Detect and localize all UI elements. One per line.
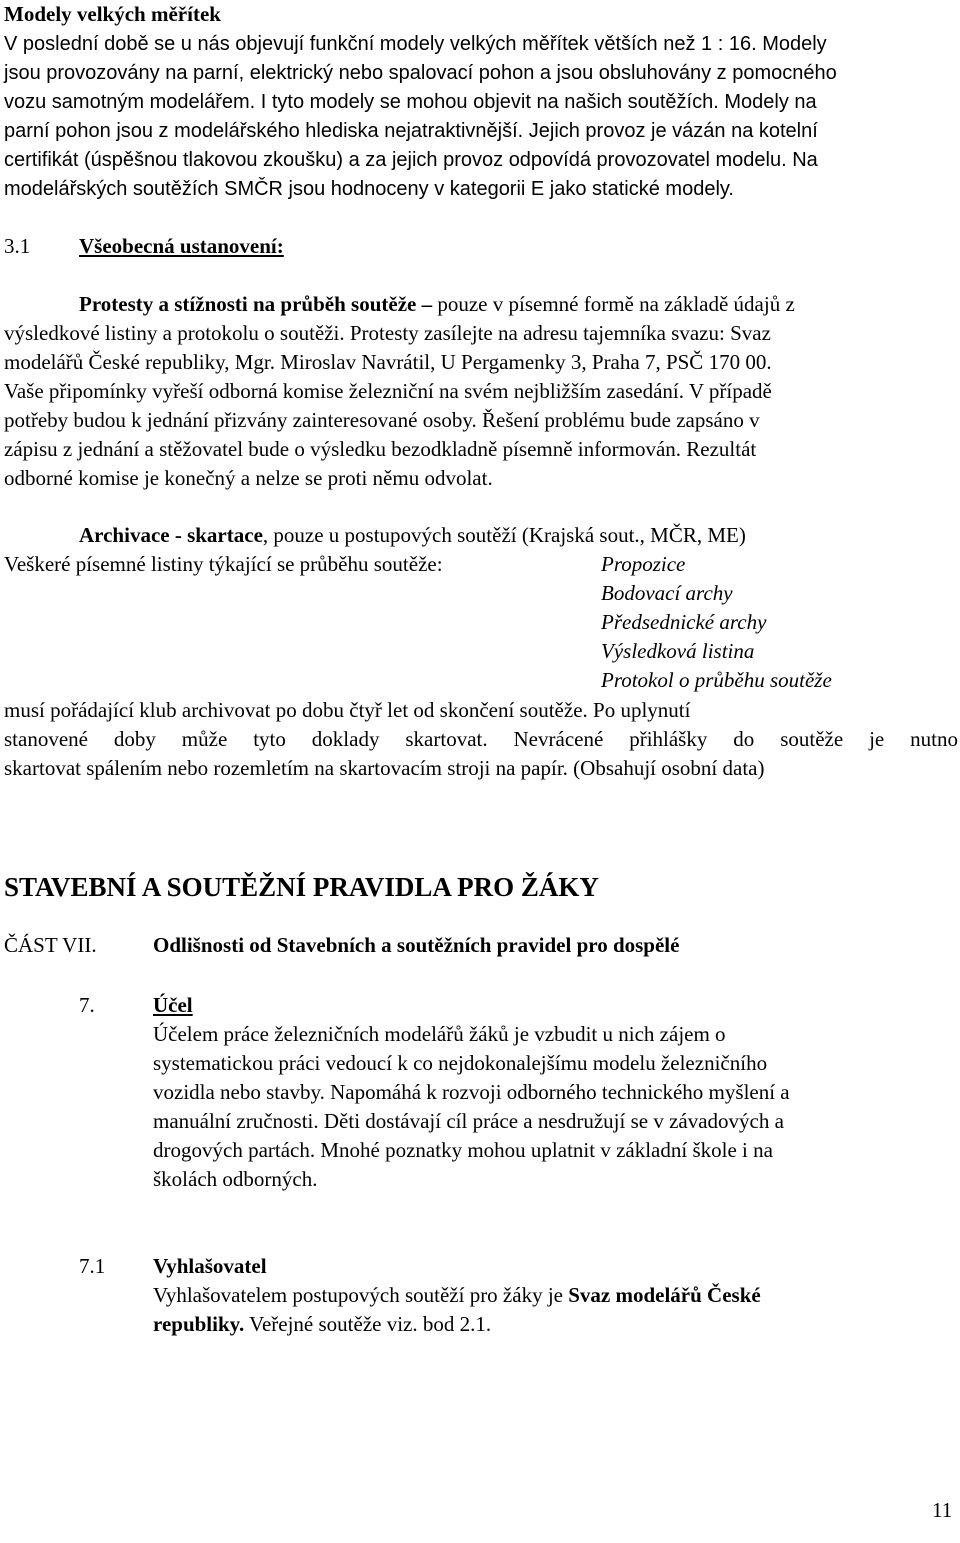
section-title: Všeobecná ustanovení:	[79, 234, 284, 258]
section-number: 7.1	[79, 1254, 106, 1278]
paragraph-line	[153, 1281, 761, 1310]
doc-item: Výsledková listina	[601, 639, 755, 663]
paragraph-line: musí pořádající klub archivovat po dobu čtyř let od skončení soutěže. Po uplynutí	[4, 698, 691, 722]
paragraph-line: stanovené doby může tyto doklady skartovat. Nevrácené přihlášky do soutěže je nutno	[4, 727, 958, 751]
paragraph-line: certifikát (úspěšnou tlakovou zkoušku) a za jejich provoz odpovídá provozovatel modelu. Na	[4, 149, 818, 171]
page-number: 11	[932, 1498, 953, 1522]
paragraph-line: skartovat spálením nebo rozemletím na skartovacím stroji na papír. (Obsahují osobní data)	[4, 756, 765, 780]
rules-heading: STAVEBNÍ A SOUTĚŽNÍ PRAVIDLA PRO ŽÁKY	[4, 872, 599, 902]
docs-label: Veškeré písemné listiny týkající se průběhu soutěže:	[4, 552, 443, 576]
paragraph-line: vozu samotným modelářem. I tyto modely se mohou objevit na našich soutěžích. Modely na	[4, 91, 817, 113]
paragraph-line: výsledkové listiny a protokolu o soutěži. Protesty zasílejte na adresu tajemníka svazu: Svaz	[4, 321, 771, 345]
section-title: Vyhlašovatel	[153, 1254, 267, 1278]
text-span: Veřejné soutěže viz. bod 2.1.	[244, 1312, 492, 1336]
doc-item: Předsednické archy	[601, 610, 767, 634]
paragraph-line: zápisu z jednání a stěžovatel bude o výsledku bezodkladně písemně informován. Rezultát	[4, 437, 757, 461]
text-span: Vyhlašovatelem postupových soutěží pro žáky je	[153, 1283, 569, 1307]
section-title: Účel	[153, 993, 193, 1017]
paragraph-line: Vaše připomínky vyřeší odborná komise železniční na svém nejbližším zasedání. V případě	[4, 379, 772, 403]
paragraph-line: parní pohon jsou z modelářského hlediska nejatraktivnější. Jejich provoz je vázán na kotelní	[4, 120, 818, 142]
text-span-bold: Svaz modelářů České	[568, 1283, 761, 1307]
part-title: Odlišnosti od Stavebních a soutěžních pravidel pro dospělé	[153, 933, 680, 957]
paragraph-line: odborné komise je konečný a nelze se proti němu odvolat.	[4, 466, 493, 490]
paragraph-line: systematickou práci vedoucí k co nejdokonalejšímu modelu železničního	[153, 1051, 768, 1075]
protest-line	[79, 290, 795, 319]
paragraph-line: V poslední době se u nás objevují funkční modely velkých měřítek větších než 1 : 16. Modely	[4, 33, 827, 55]
paragraph-line: modelářů České republiky, Mgr. Miroslav Navrátil, U Pergamenky 3, Praha 7, PSČ 170 00.	[4, 350, 772, 374]
section-number: 3.1	[4, 234, 31, 258]
protest-bold: Protesty a stížnosti na průběh soutěže –	[79, 292, 433, 316]
section-number: 7.	[79, 993, 95, 1017]
part-label: ČÁST VII.	[4, 933, 97, 957]
paragraph-line: modelářských soutěžích SMČR jsou hodnoceny v kategorii E jako statické modely.	[4, 178, 734, 200]
doc-item: Protokol o průběhu soutěže	[601, 668, 832, 692]
paragraph-line	[153, 1310, 491, 1339]
section-title: Modely velkých měřítek	[4, 2, 221, 26]
paragraph-line: drogových partách. Mnohé poznatky mohou uplatnit v základní škole i na	[153, 1138, 773, 1162]
archive-title-bold: Archivace - skartace	[79, 523, 263, 547]
paragraph-line: potřeby budou k jednání přizvány zainteresované osoby. Řešení problému bude zapsáno v	[4, 408, 760, 432]
doc-item: Propozice	[601, 552, 686, 576]
paragraph-line: školách odborných.	[153, 1167, 318, 1191]
text-span-bold: republiky.	[153, 1312, 245, 1336]
paragraph-line: jsou provozovány na parní, elektrický nebo spalovací pohon a jsou obsluhovány z pomocného	[4, 62, 837, 84]
archive-title	[79, 521, 746, 550]
archive-title-rest: , pouze u postupových soutěží (Krajská sout., MČR, ME)	[262, 523, 746, 547]
doc-item: Bodovací archy	[601, 581, 733, 605]
paragraph-line: vozidla nebo stavby. Napomáhá k rozvoji odborného technického myšlení a	[153, 1080, 790, 1104]
paragraph-line: manuální zručnosti. Děti dostávají cíl práce a nesdružují se v závadových a	[153, 1109, 784, 1133]
paragraph-line: Účelem práce železničních modelářů žáků je vzbudit u nich zájem o	[153, 1022, 726, 1046]
protest-rest: pouze v písemné formě na základě údajů z	[432, 292, 795, 316]
